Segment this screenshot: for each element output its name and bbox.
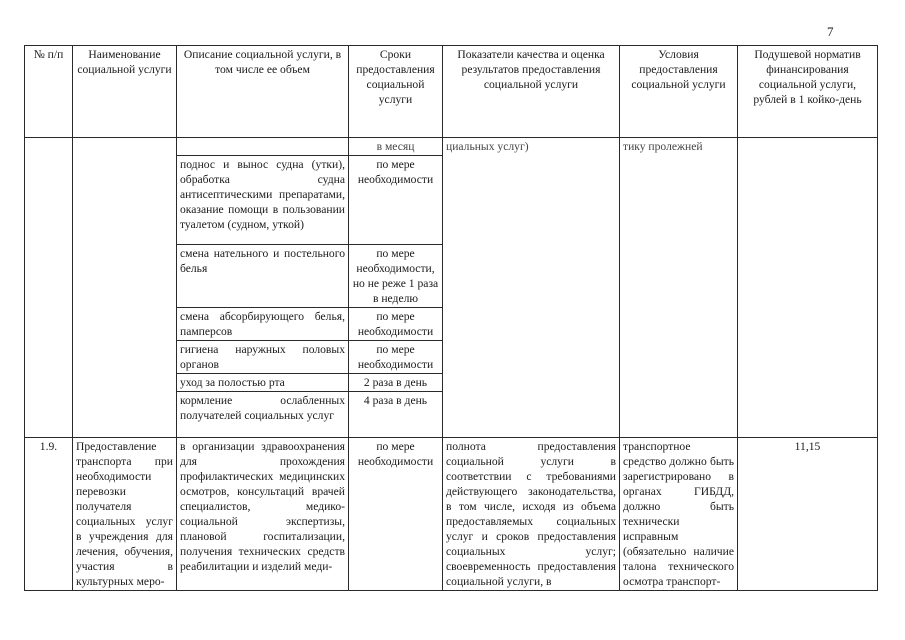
service-norm: 11,15 <box>738 438 878 591</box>
header-norm: Подушевой норматив финансирования социальной услуги, рублей в 1 койко-день <box>738 46 878 138</box>
page-number: 7 <box>827 24 834 39</box>
header-terms: Сроки предоставления социальной услуги <box>349 46 443 138</box>
header-quality: Показатели качества и оценка результатов предоставления социальной услуги <box>443 46 620 138</box>
continued-conditions-cell <box>620 138 738 438</box>
service-quality: полнота предоставления социальной услуги в соответствии с требованиями действующего законодательства, в том числе, исходя из объема предоставляемых социальных услуг и сроков предоставления социальных услуг; своевременность предоставления социальной услуги, в <box>443 438 620 591</box>
subrow-term: 2 раза в день <box>349 374 443 392</box>
subrow-desc: смена абсорбирующего белья, памперсов <box>177 308 349 341</box>
header-conditions: Условия предоставления социальной услуги <box>620 46 738 138</box>
service-terms: по мере необходимости <box>349 438 443 591</box>
service-conditions: транспортное средство должно быть зарегистрировано в органах ГИБДД, должно быть технически исправным (обязательно наличие талона технического осмотра транспорт- <box>620 438 738 591</box>
quality-fragment: циальных услуг) <box>446 140 529 153</box>
header-service-name: Наименование социальной услуги <box>73 46 177 138</box>
services-table <box>24 45 878 591</box>
header-description: Описание социальной услуги, в том числе ее объем <box>177 46 349 138</box>
continued-term-fragment: в месяц <box>349 138 443 156</box>
subrow-term: 4 раза в день <box>349 392 443 438</box>
continued-name-cell <box>73 138 177 438</box>
conditions-fragment: тику пролежней <box>623 140 703 153</box>
table-header-row <box>25 46 878 138</box>
subrow-desc: гигиена наружных половых органов <box>177 341 349 374</box>
header-number: № п/п <box>25 46 73 138</box>
subrow-term: по мере необходимости, но не реже 1 раза в неделю <box>349 245 443 308</box>
service-description: в организации здравоохранения для прохождения профилактических медицинских осмотров, консультаций врачей специалистов, медико-социальной экспертизы, плановой госпитализации, получения технических средств реабилитации и изделий меди- <box>177 438 349 591</box>
table-row-1-9 <box>25 438 878 591</box>
row-number: 1.9. <box>25 438 73 591</box>
subrow-term: по мере необходимости <box>349 156 443 245</box>
subrow-desc: кормление ослабленных получателей социальных услуг <box>177 392 349 438</box>
subrow-desc: уход за полостью рта <box>177 374 349 392</box>
service-name: Предоставление транспорта при необходимости перевозки получателя социальных услуг в учреждения для лечения, обучения, участия в культурных меро- <box>73 438 177 591</box>
subrow-desc: смена нательного и постельного белья <box>177 245 349 308</box>
continued-num-cell <box>25 138 73 438</box>
subrow-term: по мере необходимости <box>349 308 443 341</box>
continued-quality-cell <box>443 138 620 438</box>
subrow-desc: поднос и вынос судна (утки), обработка судна антисептическими препаратами, оказание помощи в пользовании туалетом (судном, уткой) <box>177 156 349 245</box>
continued-desc-fragment <box>177 138 349 156</box>
table-row <box>25 138 878 156</box>
subrow-term: по мере необходимости <box>349 341 443 374</box>
continued-norm-cell <box>738 138 878 438</box>
